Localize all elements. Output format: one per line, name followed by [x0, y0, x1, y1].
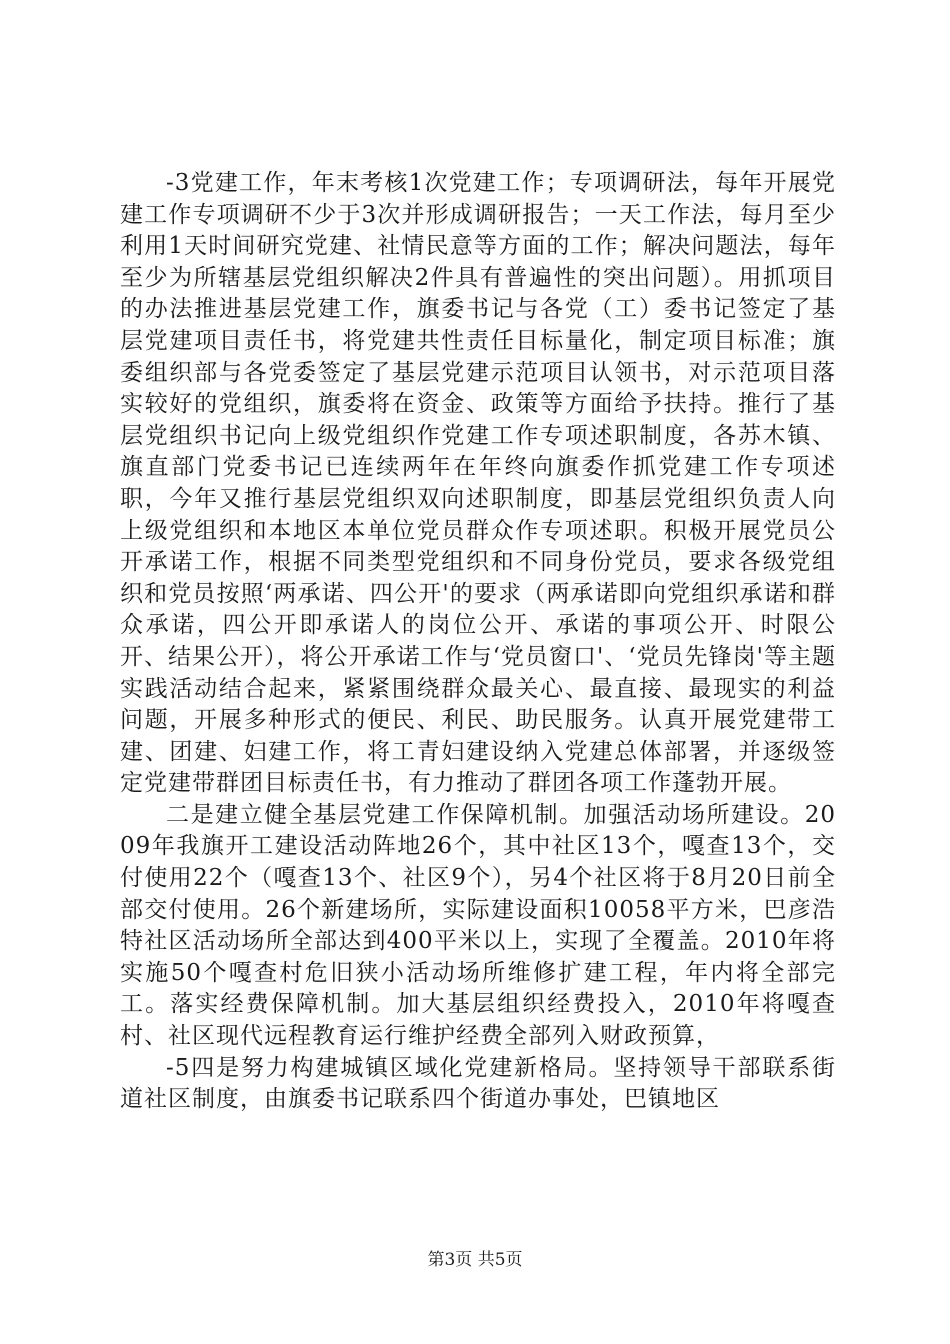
page-footer: 第3页 共5页 [427, 1250, 523, 1270]
document-body [120, 168, 836, 1116]
paragraph-2: 二是建立健全基层党建工作保障机制。加强活动场所建设。2009年我旗开工建设活动阵地26个，其中社区13个，嘎查13个，交付使用22个（嘎查13个、社区9个），另4个社区将于8月20日前全部交付使用。26个新建场所，实际建设面积10058平方米，巴彦浩特社区活动场所全部达到400平米以上，实现了全覆盖。2010年将实施50个嘎查村危旧狭小活动场所维修扩建工程，年内将全部完工。落实经费保障机制。加大基层组织经费投入，2010年将嘎查村、社区现代远程教育运行维护经费全部列入财政预算， [120, 801, 836, 1050]
paragraph-1: -3党建工作，年末考核1次党建工作；专项调研法，每年开展党建工作专项调研不少于3次并形成调研报告；一天工作法，每月至少利用1天时间研究党建、社情民意等方面的工作；解决问题法，每年至少为所辖基层党组织解决2件具有普遍性的突出问题）。用抓项目的办法推进基层党建工作，旗委书记与各党（工）委书记签定了基层党建项目责任书，将党建共性责任目标量化，制定项目标准；旗委组织部与各党委签定了基层党建示范项目认领书，对示范项目落实较好的党组织，旗委将在资金、政策等方面给予扶持。推行了基层党组织书记向上级党组织作党建工作专项述职制度，各苏木镇、旗直部门党委书记已连续两年在年终向旗委作抓党建工作专项述职，今年又推行基层党组织双向述职制度，即基层党组织负责人向上级党组织和本地区本单位党员群众作专项述职。积极开展党员公开承诺工作，根据不同类型党组织和不同身份党员，要求各级党组织和党员按照‘两承诺、四公开'的要求（两承诺即向党组织承诺和群众承诺，四公开即承诺人的岗位公开、承诺的事项公开、时限公开、结果公开），将公开承诺工作与‘党员窗口'、‘党员先锋岗'等主题实践活动结合起来，紧紧围绕群众最关心、最直接、最现实的利益问题，开展多种形式的便民、利民、助民服务。认真开展党建带工建、团建、妇建工作，将工青妇建设纳入党建总体部署，并逐级签定党建带群团目标责任书，有力推动了群团各项工作蓬勃开展。 [120, 170, 836, 797]
paragraph-3: -5四是努力构建城镇区域化党建新格局。坚持领导干部联系街道社区制度，由旗委书记联系四个街道办事处，巴镇地区 [120, 1054, 836, 1113]
